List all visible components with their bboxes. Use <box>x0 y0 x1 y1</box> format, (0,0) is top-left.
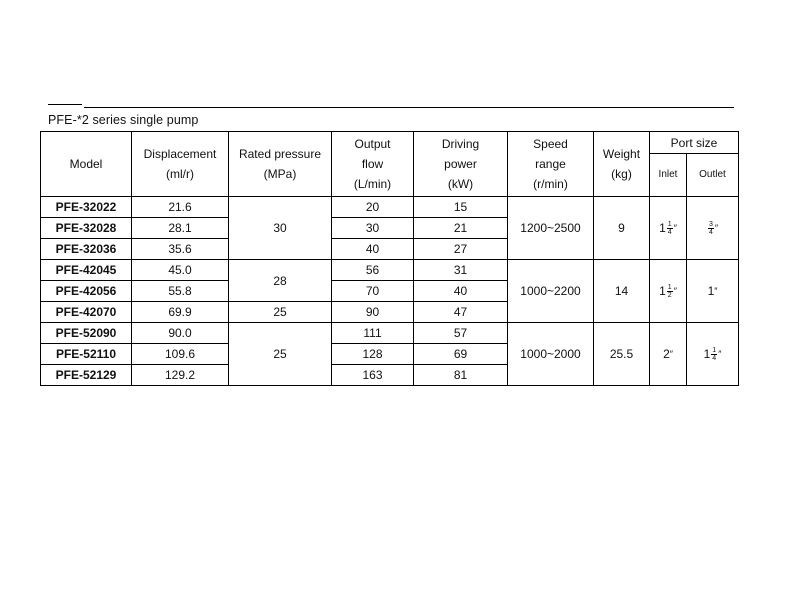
flow-cell: 128 <box>332 344 414 365</box>
displacement-cell: 69.9 <box>132 302 229 323</box>
power-cell: 27 <box>414 239 508 260</box>
fraction: $\frac{1}{2}$ <box>667 284 672 300</box>
power-cell: 47 <box>414 302 508 323</box>
model-cell: PFE-32022 <box>41 197 132 218</box>
speed-cell: 1000~2200 <box>508 260 594 323</box>
flow-cell: 90 <box>332 302 414 323</box>
weight-cell: 14 <box>594 260 650 323</box>
weight-cell: 25.5 <box>594 323 650 386</box>
displacement-cell: 45.0 <box>132 260 229 281</box>
weight-cell: 9 <box>594 197 650 260</box>
power-cell: 69 <box>414 344 508 365</box>
table-row <box>41 323 739 344</box>
header-speed-range: Speed range (r/min) <box>508 132 594 197</box>
pressure-cell: 25 <box>229 302 332 323</box>
displacement-cell: 90.0 <box>132 323 229 344</box>
model-cell: PFE-32036 <box>41 239 132 260</box>
displacement-cell: 109.6 <box>132 344 229 365</box>
power-cell: 40 <box>414 281 508 302</box>
model-cell: PFE-42045 <box>41 260 132 281</box>
model-cell: PFE-52129 <box>41 365 132 386</box>
fraction: $\frac{3}{4}$ <box>708 221 713 237</box>
pump-spec-table <box>40 131 739 386</box>
outlet-cell: 1 $\frac{1}{4}$ ″ <box>687 323 739 386</box>
header-displacement: Displacement (ml/r) <box>132 132 229 197</box>
inlet-cell: 1 $\frac{1}{2}$ ″ <box>650 260 687 323</box>
model-cell: PFE-32028 <box>41 218 132 239</box>
displacement-cell: 129.2 <box>132 365 229 386</box>
power-cell: 57 <box>414 323 508 344</box>
table-row <box>41 260 739 281</box>
flow-cell: 40 <box>332 239 414 260</box>
header-weight: Weight (kg) <box>594 132 650 197</box>
header-rule <box>84 107 734 108</box>
header-rated-pressure: Rated pressure (MPa) <box>229 132 332 197</box>
table-row <box>41 197 739 218</box>
model-cell: PFE-52090 <box>41 323 132 344</box>
flow-cell: 56 <box>332 260 414 281</box>
flow-cell: 163 <box>332 365 414 386</box>
model-cell: PFE-52110 <box>41 344 132 365</box>
header-driving-power: Driving power (kW) <box>414 132 508 197</box>
inlet-cell: 1 $\frac{1}{4}$ ″ <box>650 197 687 260</box>
header-port-size: Port size <box>650 132 739 154</box>
header-rule-short <box>48 104 82 105</box>
outlet-cell: 1″ <box>687 260 739 323</box>
pressure-cell: 28 <box>229 260 332 302</box>
speed-cell: 1000~2000 <box>508 323 594 386</box>
displacement-cell: 21.6 <box>132 197 229 218</box>
flow-cell: 30 <box>332 218 414 239</box>
fraction: $\frac{1}{4}$ <box>712 347 717 363</box>
pressure-cell: 25 <box>229 323 332 386</box>
table-caption: PFE-*2 series single pump <box>48 113 199 127</box>
fraction: $\frac{1}{4}$ <box>667 221 672 237</box>
header-outlet: Outlet <box>687 154 739 197</box>
header-model: Model <box>41 132 132 197</box>
displacement-cell: 28.1 <box>132 218 229 239</box>
displacement-cell: 55.8 <box>132 281 229 302</box>
flow-cell: 111 <box>332 323 414 344</box>
speed-cell: 1200~2500 <box>508 197 594 260</box>
power-cell: 81 <box>414 365 508 386</box>
power-cell: 15 <box>414 197 508 218</box>
flow-cell: 70 <box>332 281 414 302</box>
pressure-cell: 30 <box>229 197 332 260</box>
outlet-cell: $\frac{3}{4}$ ″ <box>687 197 739 260</box>
power-cell: 21 <box>414 218 508 239</box>
model-cell: PFE-42056 <box>41 281 132 302</box>
header-inlet: Inlet <box>650 154 687 197</box>
power-cell: 31 <box>414 260 508 281</box>
displacement-cell: 35.6 <box>132 239 229 260</box>
model-cell: PFE-42070 <box>41 302 132 323</box>
inlet-cell: 2″ <box>650 323 687 386</box>
header-output-flow: Output flow (L/min) <box>332 132 414 197</box>
flow-cell: 20 <box>332 197 414 218</box>
